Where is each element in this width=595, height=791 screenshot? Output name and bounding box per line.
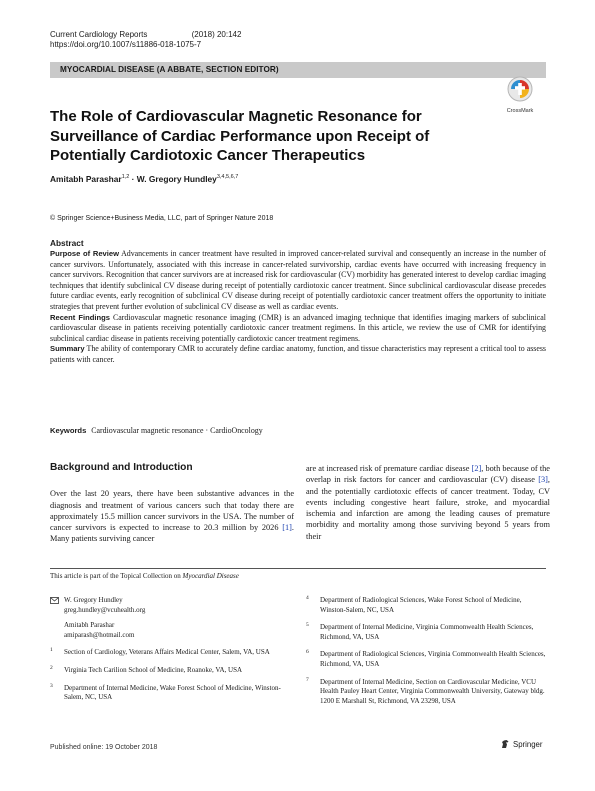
keywords — [50, 426, 263, 435]
body-paragraph — [50, 488, 294, 544]
keyword-separator: · — [205, 426, 209, 435]
body-text: , and the potentially cardiotoxic effects of cancer treatment. Today, CV events including congestive heart failure, stroke, and myocardial ischemia and infarction are among the leading causes of premature morbidity and mortality among those surviving beyond 5 years from their — [306, 475, 550, 541]
affiliation — [50, 666, 290, 676]
section-heading: Background and Introduction — [50, 462, 193, 473]
affiliation-number: 7 — [306, 676, 309, 683]
journal-name: Current Cardiology Reports — [50, 30, 148, 39]
affiliation-number: 2 — [50, 664, 53, 671]
journal-header — [50, 30, 241, 50]
body-column-right — [306, 463, 550, 542]
corresponding-author — [50, 596, 290, 640]
contact-email[interactable]: amiparash@hotmail.com — [64, 630, 135, 639]
publisher-logo — [500, 739, 542, 749]
author-list — [50, 174, 238, 184]
affiliation-text: Virginia Tech Carilion School of Medicine, Roanoke, VA, USA — [64, 665, 243, 674]
abstract-summary-text: The ability of contemporary CMR to accurately define cardiac anatomy, function, and tissue characteristics may represent a critical tool to assess patients with cancer. — [50, 344, 546, 364]
journal-issue: (2018) 20:142 — [191, 30, 242, 39]
affiliation-number: 3 — [50, 682, 53, 689]
springer-horse-icon — [500, 739, 510, 749]
citation-link[interactable]: [3] — [538, 475, 548, 485]
affiliation — [306, 678, 546, 707]
body-paragraph — [306, 463, 550, 542]
topical-prefix: This article is part of the Topical Collection on — [50, 572, 183, 580]
affiliation-text: Department of Internal Medicine, Wake Forest School of Medicine, Winston-Salem, NC, USA — [64, 683, 281, 702]
abstract-findings-text: Cardiovascular magnetic resonance imaging (CMR) is an advanced imaging technique that identifies imaging markers of subclinical cardiovascular disease in patients receiving potentially cardiotoxic cancer treatment regimens. In this article, we review the use of CMR for identifying subclinical cardiac disease in patients receiving potentially cardiotoxic cancer treatment regimens. — [50, 312, 546, 343]
body-text: , both because of the overlap in risk factors for cancer and cardiovascular (CV) disease — [306, 464, 550, 485]
abstract-findings — [50, 313, 546, 345]
contact-name: Amitabh Parashar — [64, 621, 115, 630]
published-online-date: Published online: 19 October 2018 — [50, 744, 158, 751]
crossmark-badge[interactable] — [490, 76, 550, 114]
crossmark-icon — [507, 76, 533, 102]
section-banner: MYOCARDIAL DISEASE (A ABBATE, SECTION EDITOR) — [50, 62, 546, 78]
affiliation-text: Department of Radiological Sciences, Virginia Commonwealth Health Sciences, Richmond, VA, USA — [320, 650, 546, 668]
affiliation-text: Section of Cardiology, Veterans Affairs Medical Center, Salem, VA, USA — [64, 648, 270, 657]
keyword: CardioOncology — [210, 426, 263, 435]
abstract-purpose-text: Advancements in cancer treatment have resulted in improved cancer-related survival and consequently an increase in the number of cancer survivors. Unfortunately, associated with this increase in cancer-related survivorship, cardiac events have occurred with increasing frequency in cancer survivors. Recognition that cancer survivors are at increased risk for cardiovascular (CV) morbidity has generated interest to develop cardiac imaging techniques that identify subclinical CV disease during receipt of potentially cardiotoxic cancer treatment. Since subclinical cardiovascular disease precedes future cardiac events, early recognition of subclinical CV disease during receipt of potentially cardiotoxic cancer treatment offers the opportunity to initiate strategies that prevent further evolution of subclinical CV disease as well as cardiac events. — [50, 249, 546, 311]
body-text: Over the last 20 years, there have been substantive advances in the diagnosis and treatment of various cancers such that today there are approximately 15.5 million cancer survivors in the USA. The number of cancer survivors is expected to increase to 20.3 million by 2026 — [50, 489, 294, 533]
abstract-summary — [50, 344, 546, 365]
journal-citation — [50, 30, 241, 40]
abstract-purpose-label: Purpose of Review — [50, 249, 119, 258]
affiliation-text: Department of Internal Medicine, Virginia Commonwealth Health Sciences, Richmond, VA, USA — [320, 623, 534, 641]
keywords-label: Keywords — [50, 426, 87, 435]
crossmark-label: CrossMark — [506, 108, 534, 114]
author-name[interactable]: W. Gregory Hundley — [136, 174, 217, 184]
copyright-notice: © Springer Science+Business Media, LLC, part of Springer Nature 2018 — [50, 215, 274, 222]
affiliation — [306, 596, 546, 615]
author-name[interactable]: Amitabh Parashar — [50, 174, 122, 184]
body-text: . Many patients surviving cancer — [50, 523, 294, 544]
publisher-name: Springer — [513, 739, 543, 749]
affiliation — [306, 623, 546, 642]
envelope-icon — [50, 597, 59, 604]
topical-collection-note — [50, 572, 239, 580]
affiliation-number: 5 — [306, 622, 309, 629]
contact-email[interactable]: greg.hundley@vcuhealth.org — [64, 605, 146, 614]
author-affiliation-marks: 3,4,5,6,7 — [216, 174, 239, 181]
body-text: are at increased risk of premature cardiac disease — [306, 464, 472, 473]
affiliations-right — [306, 596, 546, 714]
affiliation — [50, 648, 290, 658]
abstract-findings-label: Recent Findings — [50, 312, 111, 322]
affiliations-left — [50, 596, 290, 711]
citation-link[interactable]: [1] — [282, 523, 292, 533]
abstract — [50, 238, 546, 366]
affiliation — [306, 650, 546, 669]
topical-collection-name[interactable]: Myocardial Disease — [182, 572, 239, 580]
doi-link[interactable]: https://doi.org/10.1007/s11886-018-1075-7 — [50, 40, 202, 49]
abstract-purpose — [50, 249, 546, 313]
abstract-summary-label: Summary — [50, 344, 85, 354]
affiliation-number: 4 — [306, 595, 309, 601]
footnote-divider — [50, 568, 546, 569]
affiliation-text: Department of Radiological Sciences, Wake Forest School of Medicine, Winston-Salem, NC, USA — [320, 596, 522, 614]
affiliation-number: 1 — [50, 647, 53, 654]
affiliation-number: 6 — [306, 649, 309, 656]
affiliation-text: Department of Internal Medicine, Section on Cardiovascular Medicine, VCU Health Pauley Heart Center, Virginia Commonwealth University, Gateway bldg. 1200 E Marshall St, Richmond, VA 23298, USA — [320, 677, 545, 705]
affiliation — [50, 684, 290, 703]
author-affiliation-marks: 1,2 — [121, 174, 130, 181]
contact-name: W. Gregory Hundley — [64, 596, 123, 604]
citation-link[interactable]: [2] — [471, 464, 482, 473]
author-separator: · — [131, 174, 135, 184]
abstract-heading: Abstract — [50, 238, 84, 248]
body-column-left — [50, 462, 294, 545]
keyword: Cardiovascular magnetic resonance — [91, 426, 204, 435]
article-title: The Role of Cardiovascular Magnetic Resonance for Surveillance of Cardiac Performance upon Receipt of Potentially Cardiotoxic Cancer Therapeutics — [50, 108, 430, 164]
